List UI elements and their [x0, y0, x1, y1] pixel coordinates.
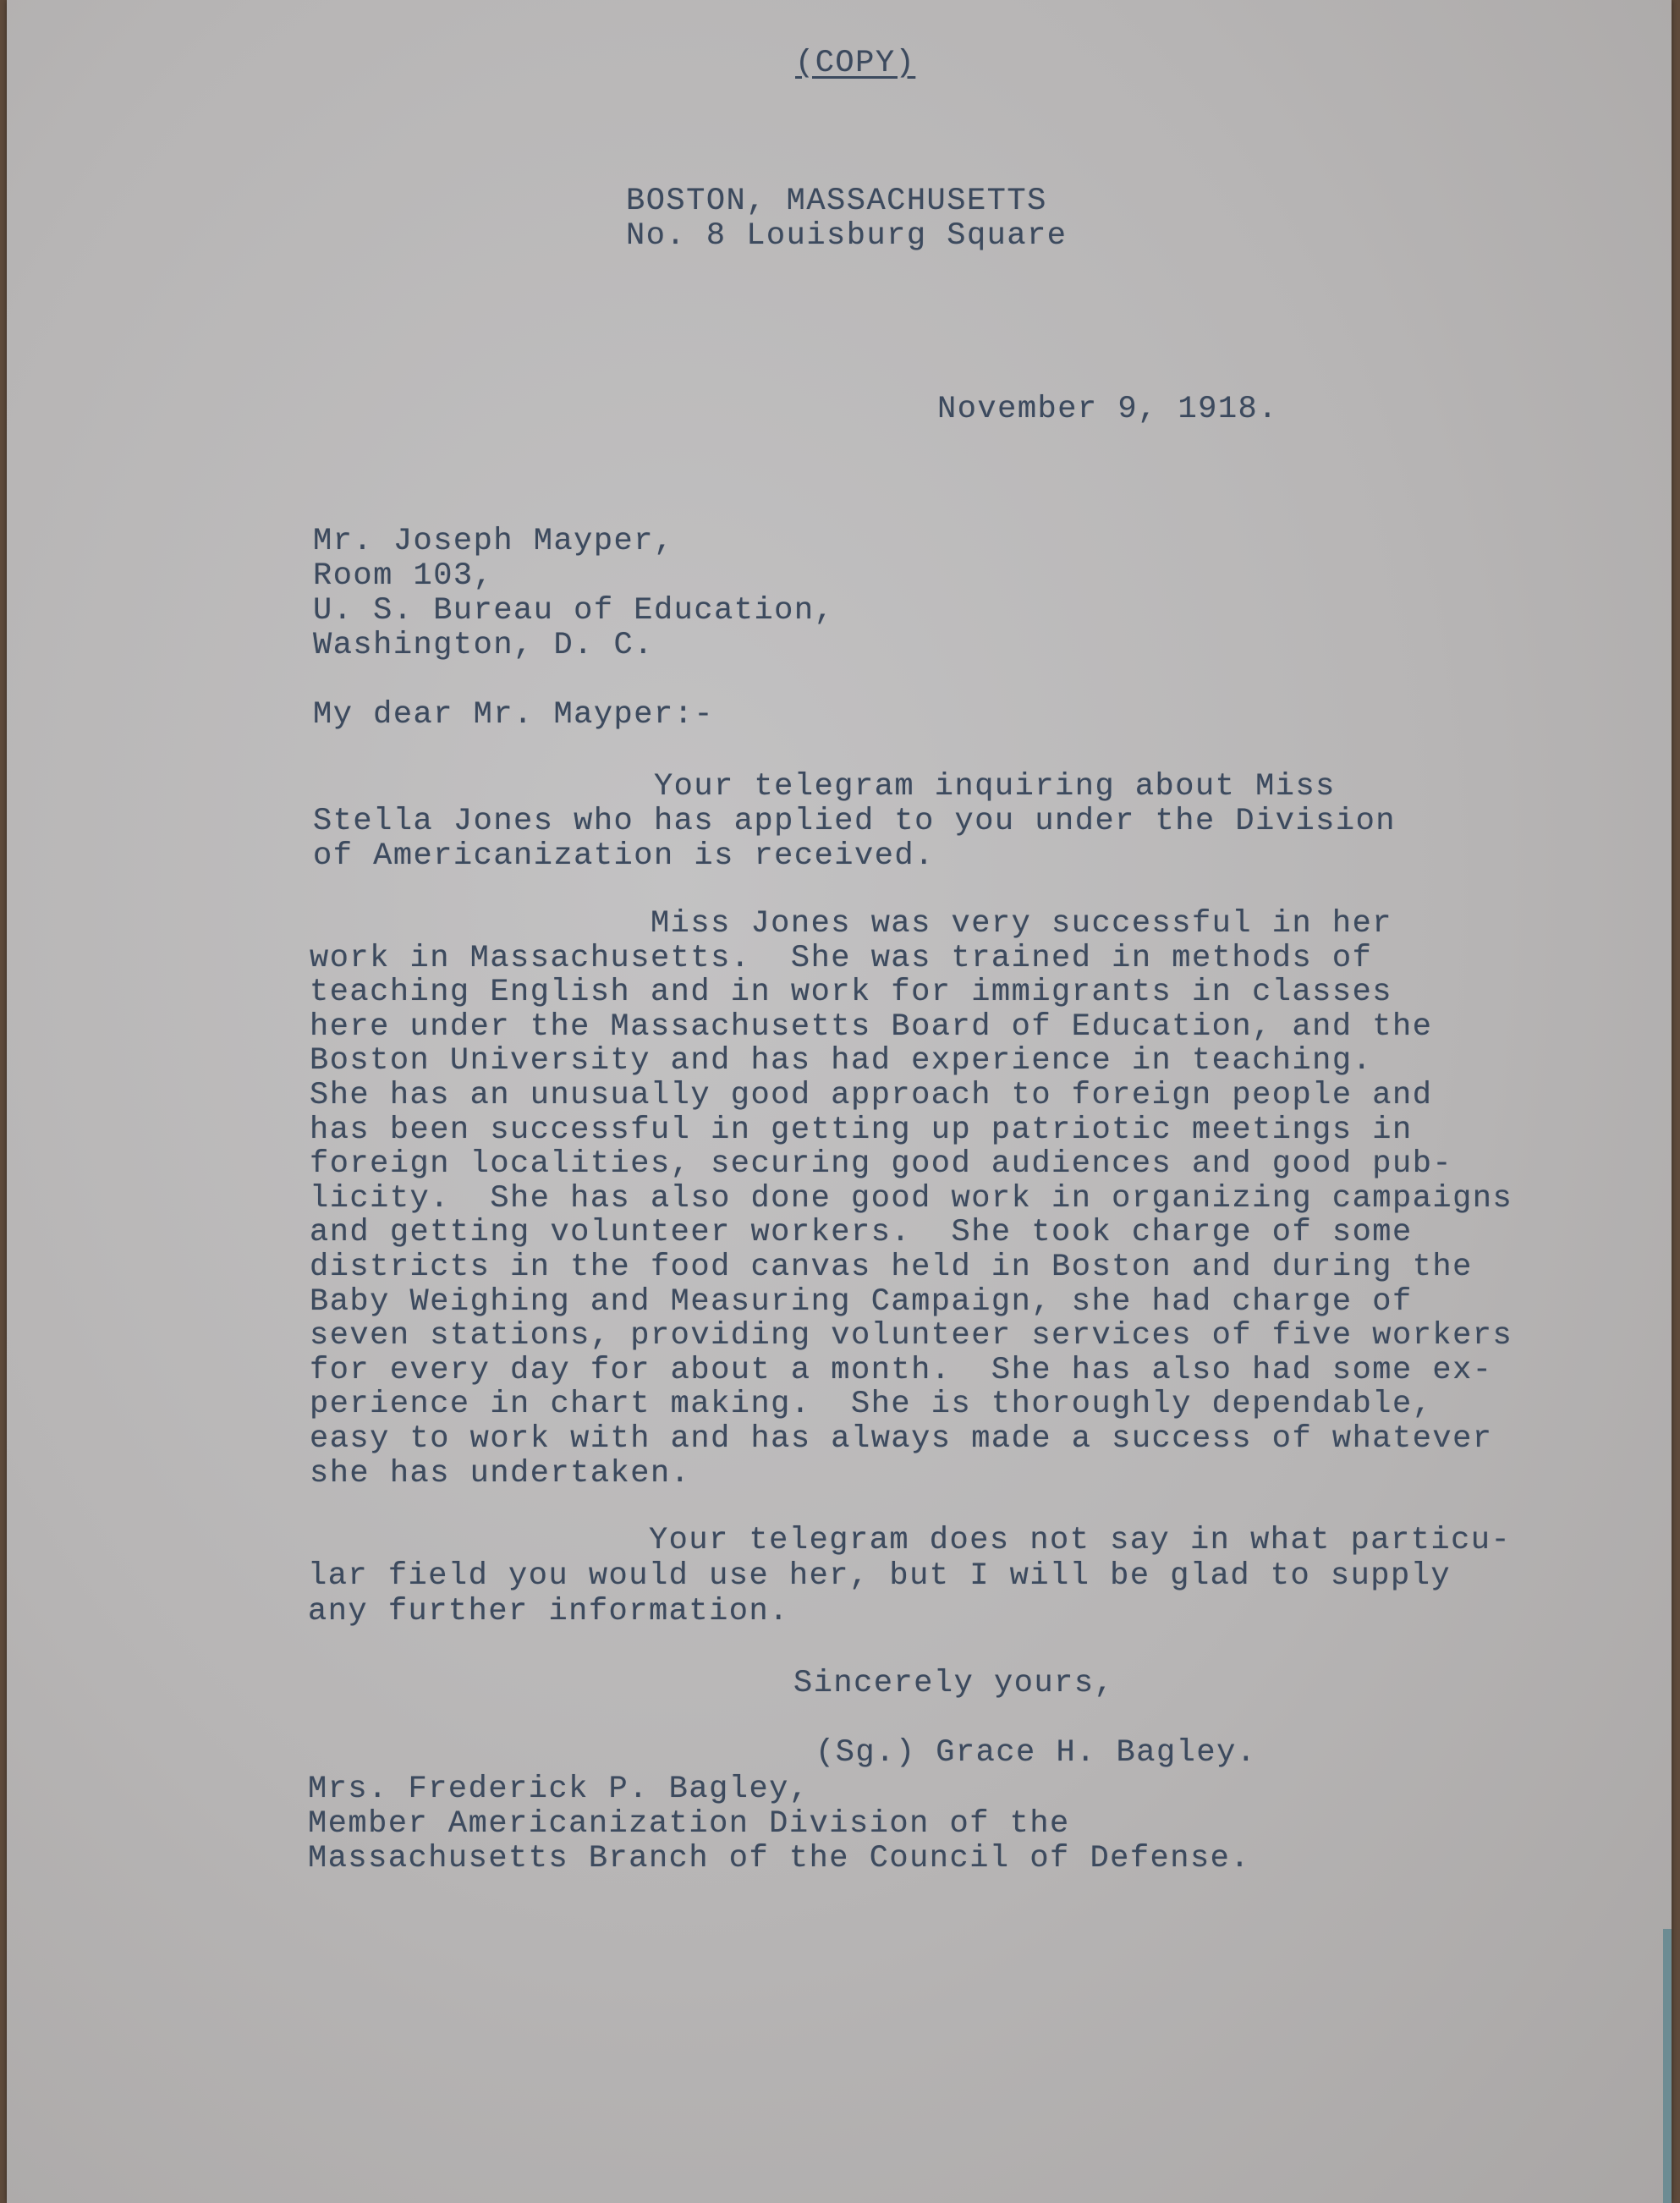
- recipient-office: U. S. Bureau of Education,: [313, 593, 835, 629]
- paragraph-line: licity. She has also done good work in organizing campaigns: [310, 1180, 1513, 1217]
- recipient-room: Room 103,: [313, 558, 494, 594]
- paragraph-line: has been successful in getting up patriotic meetings in: [310, 1112, 1413, 1148]
- paragraph-line: Baby Weighing and Measuring Campaign, she had charge of: [310, 1283, 1413, 1320]
- paragraph-line: easy to work with and has always made a success of whatever: [310, 1420, 1493, 1457]
- body-paragraph-1: [313, 770, 1396, 874]
- recipient-city: Washington, D. C.: [313, 628, 654, 663]
- paragraph-line: work in Massachusetts. She was trained in methods of: [310, 940, 1373, 976]
- paragraph-line: seven stations, providing volunteer services of five workers: [310, 1318, 1513, 1354]
- letterhead-street: No. 8 Louisburg Square: [626, 218, 1068, 254]
- signature: (Sg.) Grace H. Bagley.: [815, 1735, 1257, 1771]
- salutation: My dear Mr. Mayper:-: [313, 697, 715, 733]
- paragraph-line: lar field you would use her, but I will be glad to supply: [308, 1558, 1452, 1594]
- paragraph-line: of Americanization is received.: [313, 838, 935, 874]
- paragraph-line: Boston University and has had experience in teaching.: [310, 1043, 1373, 1080]
- letterhead: [626, 184, 1067, 254]
- letter-date: November 9, 1918.: [937, 392, 1278, 427]
- paragraph-line: for every day for about a month. She has also had some ex-: [310, 1352, 1493, 1388]
- edge-tape: [1663, 1929, 1672, 2203]
- recipient-name: Mr. Joseph Mayper,: [313, 524, 674, 559]
- letter-page: [7, 0, 1672, 2203]
- paragraph-line: Miss Jones was very successful in her: [310, 906, 1392, 942]
- closing: Sincerely yours,: [793, 1666, 1115, 1701]
- body-paragraph-3: [308, 1523, 1511, 1629]
- paragraph-line: Stella Jones who has applied to you under the Division: [313, 804, 1396, 839]
- paragraph-line: districts in the food canvas held in Boston and during the: [310, 1249, 1473, 1285]
- signer-title: Member Americanization Division of the: [308, 1806, 1070, 1842]
- paragraph-line: any further information.: [308, 1594, 789, 1629]
- paragraph-line: She has an unusually good approach to foreign people and: [310, 1077, 1433, 1113]
- paragraph-line: Your telegram inquiring about Miss: [313, 769, 1336, 805]
- signer-organization: Massachusetts Branch of the Council of Defense.: [308, 1841, 1251, 1876]
- recipient-address: [313, 525, 834, 663]
- paragraph-line: she has undertaken.: [310, 1455, 691, 1492]
- paragraph-line: foreign localities, securing good audiences and good pub-: [310, 1146, 1453, 1183]
- paragraph-line: perience in chart making. She is thoroughly dependable,: [310, 1387, 1433, 1423]
- paragraph-line: and getting volunteer workers. She took charge of some: [310, 1215, 1413, 1251]
- letterhead-city: BOSTON, MASSACHUSETTS: [626, 184, 1047, 219]
- signer-name: Mrs. Frederick P. Bagley,: [308, 1772, 810, 1807]
- signer-block: [308, 1772, 1250, 1876]
- paragraph-line: here under the Massachusetts Board of Education, and the: [310, 1008, 1433, 1045]
- paragraph-line: teaching English and in work for immigrants in classes: [310, 975, 1392, 1011]
- paragraph-line: Your telegram does not say in what particu-: [308, 1523, 1512, 1558]
- copy-tag: (COPY): [795, 46, 916, 81]
- body-paragraph-2: [310, 907, 1513, 1491]
